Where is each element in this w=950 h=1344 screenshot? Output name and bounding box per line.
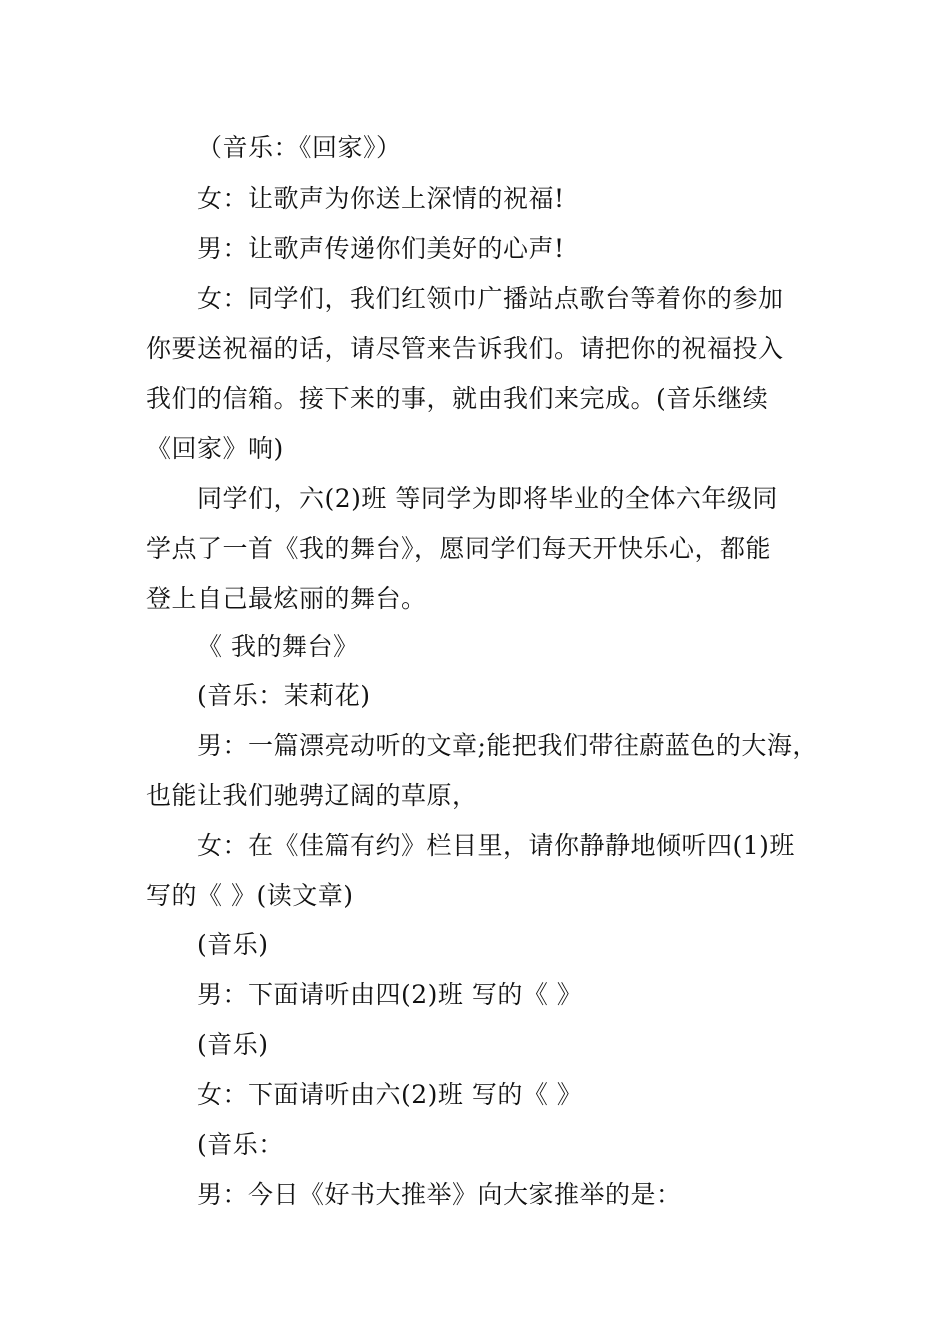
paragraph-line: 男：今日《好书大推举》向大家推举的是：	[197, 1180, 682, 1209]
song-title-line: 《 我的舞台》	[197, 632, 359, 661]
paragraph-line: （音乐：《回家》）	[197, 133, 402, 162]
paragraph-line: 学点了一首《我的舞台》，愿同学们每天开快乐心，都能	[146, 534, 772, 563]
paragraph-line: 同学们，六(2)班 等同学为即将毕业的全体六年级同	[197, 484, 778, 513]
paragraph-line: 写的《 》(读文章)	[146, 881, 354, 910]
paragraph-line: 男：让歌声传递你们美好的心声!	[197, 234, 565, 263]
paragraph-line: 我们的信箱。接下来的事，就由我们来完成。(音乐继续	[146, 384, 769, 413]
paragraph-line: 男：一篇漂亮动听的文章;能把我们带往蔚蓝色的大海，	[197, 731, 818, 760]
paragraph-line: (音乐：	[197, 1130, 284, 1159]
paragraph-line: 女：同学们，我们红领巾广播站点歌台等着你的参加	[197, 284, 784, 313]
paragraph-line: 女：让歌声为你送上深情的祝福!	[197, 184, 565, 213]
paragraph-line: 女：下面请听由六(2)班 写的《 》	[197, 1080, 583, 1109]
paragraph-line: 女：在《佳篇有约》栏目里，请你静静地倾听四(1)班	[197, 831, 795, 860]
paragraph-line: 你要送祝福的话，请尽管来告诉我们。请把你的祝福投入	[146, 334, 784, 363]
paragraph-line: (音乐)	[197, 930, 269, 959]
paragraph-line: 《回家》响)	[146, 434, 284, 463]
paragraph-line: 也能让我们驰骋辽阔的草原，	[146, 781, 478, 810]
paragraph-line: (音乐：茉莉花)	[197, 681, 371, 710]
paragraph-line: 登上自己最炫丽的舞台。	[146, 584, 427, 613]
paragraph-line: 男：下面请听由四(2)班 写的《 》	[197, 980, 583, 1009]
paragraph-line: (音乐)	[197, 1030, 269, 1059]
